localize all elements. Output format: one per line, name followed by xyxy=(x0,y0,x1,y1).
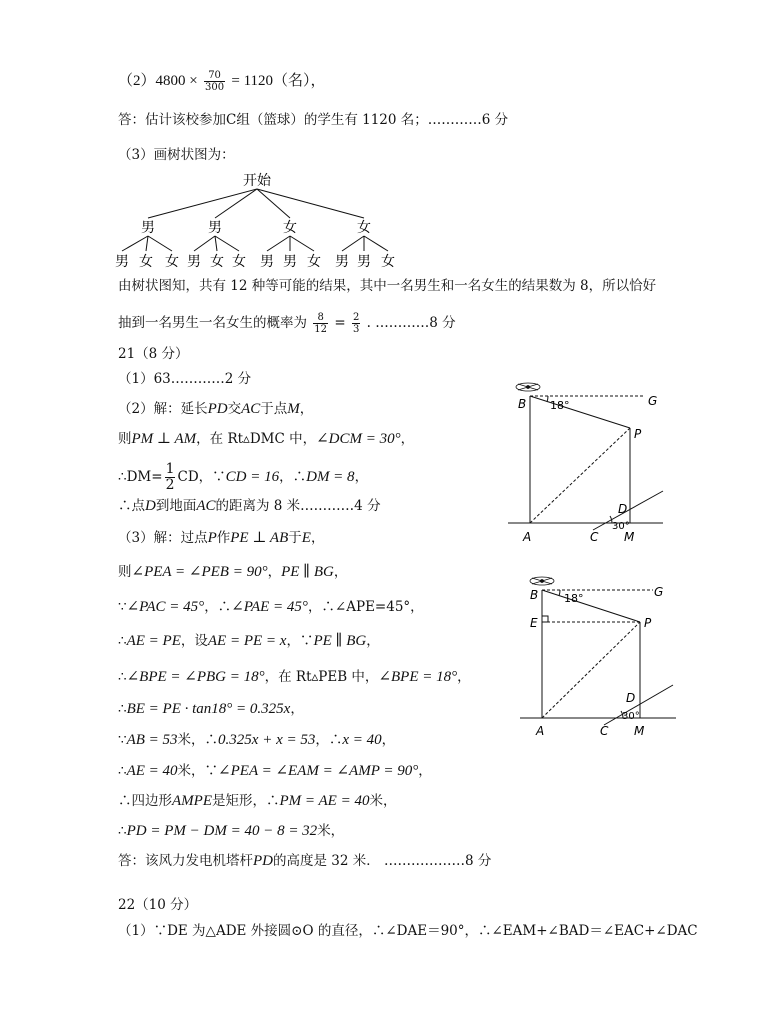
text: ∵ xyxy=(118,599,127,615)
figure-2-tower-diagram xyxy=(508,572,678,744)
q21-p2-line2 xyxy=(118,430,414,448)
text: 的高度是 32 米． ………………8 分 xyxy=(273,853,492,869)
text: ， xyxy=(366,633,380,649)
text: ∴ xyxy=(118,669,127,685)
text: 米， xyxy=(369,793,397,809)
q20-conclusion-text: 抽到一名男生一名女生的概率为 xyxy=(118,315,307,331)
label-c: C xyxy=(590,530,599,544)
q21-p3-line4 xyxy=(118,632,380,650)
math: PM = AE = 40 xyxy=(279,793,370,809)
tree-root: 开始 xyxy=(243,173,271,189)
math: PD = PM − DM = 40 − 8 = 32 xyxy=(126,823,318,839)
math: AC xyxy=(241,401,261,417)
q22-header: 22（10 分） xyxy=(118,897,198,913)
q21-part1: （1）63…………2 分 xyxy=(118,371,252,387)
q20-prob-frac2 xyxy=(352,312,360,335)
text: 交 xyxy=(227,401,242,417)
tree-l2-node: 男 xyxy=(357,254,371,270)
q20-conclusion-line2 xyxy=(118,312,456,335)
half-fraction xyxy=(165,462,176,493)
q21-p2-line3 xyxy=(118,462,368,493)
text: ，在 Rt▵PEB 中， xyxy=(264,669,379,685)
label-b: B xyxy=(518,397,527,411)
text: （2）解：延长 xyxy=(118,401,208,417)
line-bp xyxy=(530,396,630,428)
text: 米，∵ xyxy=(177,763,219,779)
label-a: A xyxy=(523,530,532,544)
tree-l2-node: 男 xyxy=(115,254,129,270)
figure-1-tower-diagram xyxy=(508,378,678,550)
tree-l2-node: 女 xyxy=(139,254,153,270)
angle-30-label: 30° xyxy=(622,711,640,722)
q21-header: 21（8 分） xyxy=(118,346,189,362)
math: DM = 8 xyxy=(306,469,355,485)
q20-frac-num: 70 xyxy=(204,70,225,82)
text: 米， xyxy=(317,823,345,839)
text: 答：该风力发电机塔杆 xyxy=(118,853,253,869)
text: ，∴ xyxy=(279,469,307,485)
tree-l2-node: 男 xyxy=(260,254,274,270)
label-g: G xyxy=(654,585,664,599)
math: PE ∥ BG xyxy=(313,633,367,649)
line-ap xyxy=(530,428,630,523)
text: CD，∵ xyxy=(177,469,226,485)
math: P xyxy=(207,530,217,546)
math: ∠PEA = ∠PEB = 90° xyxy=(131,564,268,580)
text: 则 xyxy=(118,431,132,447)
text: 于 xyxy=(288,530,302,546)
math: AC xyxy=(196,498,216,514)
math: AE = PE xyxy=(126,633,181,649)
q21-answer xyxy=(118,852,491,870)
label-b: B xyxy=(530,588,539,602)
wind-turbine-blades-icon xyxy=(516,383,540,391)
math: BE = PE · tan18° = 0.325x xyxy=(126,701,291,717)
text: 米，∴ xyxy=(177,732,219,748)
text: ， xyxy=(381,732,396,748)
q21-p3-line2 xyxy=(118,563,347,581)
q20-prob-eq: = xyxy=(334,315,346,331)
tree-l1-node: 男 xyxy=(141,220,155,236)
tree-l2-node: 女 xyxy=(165,254,179,270)
math: PE ⊥ AB xyxy=(230,530,289,546)
label-d: D xyxy=(626,691,636,705)
text: ∴ xyxy=(118,823,127,839)
label-p: P xyxy=(634,427,642,441)
math: PD xyxy=(207,401,228,417)
angle-30-label: 30° xyxy=(612,521,630,532)
probability-tree xyxy=(110,168,410,272)
angle-18-arc xyxy=(547,396,548,402)
math: ∠PEA = ∠EAM = ∠AMP = 90° xyxy=(218,763,419,779)
q21-p3-line7 xyxy=(118,731,395,749)
right-angle-mark xyxy=(542,616,548,622)
q20-conclusion-line1: 由树状图知，共有 12 种等可能的结果，其中一名男生和一名女生的结果数为 8，所以恰好 xyxy=(118,278,657,294)
text: 于点 xyxy=(260,401,288,417)
tree-l2-node: 女 xyxy=(232,254,246,270)
q20-fraction xyxy=(204,70,225,93)
text: 的距离为 8 米…………4 分 xyxy=(215,498,381,514)
half-num: 1 xyxy=(165,461,175,477)
label-d: D xyxy=(618,502,628,516)
text: ， xyxy=(290,701,304,717)
text: 则 xyxy=(118,564,132,580)
label-c: C xyxy=(600,724,609,738)
math: CD = 16 xyxy=(225,469,280,485)
q21-p3-line1 xyxy=(118,529,324,547)
q20-expr-left: （2）4800 × xyxy=(118,73,198,89)
q20-frac-den: 300 xyxy=(205,82,225,93)
tree-l2-node: 男 xyxy=(187,254,201,270)
q21-p3-line8 xyxy=(118,762,432,780)
q21-p3-line9 xyxy=(118,792,396,810)
q20-prob-frac1 xyxy=(313,312,328,335)
label-m: M xyxy=(634,724,645,738)
text: ∴DM= xyxy=(118,469,163,485)
text: ，∵ xyxy=(286,633,314,649)
tree-l1-node: 女 xyxy=(283,220,297,236)
text: ， xyxy=(354,469,369,485)
tree-l1-node: 男 xyxy=(208,220,222,236)
text: ，设 xyxy=(180,633,208,649)
math: x = 40 xyxy=(342,732,382,748)
q22-part1: （1）∵DE 为△ADE 外接圆⊙O 的直径，∴∠DAE＝90°，∴∠EAM+∠BAD＝∠EAC+∠DAC xyxy=(118,923,698,939)
q20-prob-frac2-den: 3 xyxy=(352,324,360,335)
math: M xyxy=(287,401,300,417)
tree-l2-node: 男 xyxy=(283,254,297,270)
label-m: M xyxy=(624,530,635,544)
math: E xyxy=(301,530,311,546)
text: ∴ xyxy=(118,701,127,717)
wind-turbine-blades-icon xyxy=(530,577,554,585)
math: PM ⊥ AM xyxy=(131,431,197,447)
text: ， xyxy=(457,669,471,685)
math: AE = 40 xyxy=(126,763,178,779)
label-g: G xyxy=(648,394,658,408)
math: ∠BPE = ∠PBG = 18° xyxy=(126,669,265,685)
text: （3）解：过点 xyxy=(118,530,208,546)
text: ∴四边形 xyxy=(118,793,172,809)
angle-18-arc xyxy=(559,590,560,596)
math: ∠PAE = 45° xyxy=(231,599,308,615)
math: 0.325x + x = 53 xyxy=(218,732,316,748)
q20-prob-frac1-den: 12 xyxy=(314,324,328,335)
text: 作 xyxy=(216,530,231,546)
math: AE = PE = x xyxy=(207,633,287,649)
q21-p3-line10 xyxy=(118,822,344,840)
tree-l2-node: 女 xyxy=(381,254,395,270)
q21-p3-line6 xyxy=(118,700,304,718)
math: PE ∥ BG xyxy=(281,564,334,580)
text: ∵ xyxy=(118,732,127,748)
q21-p3-line5 xyxy=(118,668,471,686)
text: ，∴ xyxy=(204,599,232,615)
text: ， xyxy=(418,763,432,779)
text: ，∴∠APE=45°， xyxy=(307,599,424,615)
math: ∠DCM = 30° xyxy=(316,431,401,447)
math: D xyxy=(145,498,156,514)
text: ，在 Rt▵DMC 中， xyxy=(196,431,317,447)
q20-part2-expression xyxy=(118,70,326,93)
text: ， xyxy=(267,564,282,580)
q21-p3-line3 xyxy=(118,598,424,616)
math: AMPE xyxy=(172,793,212,809)
math: AB = 53 xyxy=(126,732,178,748)
half-den: 2 xyxy=(165,477,175,493)
tree-l2-node: 男 xyxy=(335,254,349,270)
label-a: A xyxy=(536,724,545,738)
label-e: E xyxy=(530,616,538,630)
line-bp xyxy=(542,590,640,622)
q20-part3-label: （3）画树状图为： xyxy=(118,147,235,163)
math: ∠BPE = 18° xyxy=(378,669,458,685)
text: ，∴ xyxy=(315,732,343,748)
q21-p2-line1 xyxy=(118,400,313,418)
tree-l1-node: 女 xyxy=(357,220,371,236)
text: ， xyxy=(310,530,325,546)
label-p: P xyxy=(644,616,652,630)
text: ， xyxy=(333,564,348,580)
angle-18-label: 18° xyxy=(550,399,570,412)
text: 到地面 xyxy=(155,498,197,514)
q20-answer2: 答：估计该校参加C组（篮球）的学生有 1120 名；…………6 分 xyxy=(118,112,509,128)
q20-prob-frac2-num: 2 xyxy=(352,312,360,323)
tree-l2-node: 女 xyxy=(210,254,224,270)
q20-prob-frac1-num: 8 xyxy=(313,312,328,324)
text: ∴ xyxy=(118,763,127,779)
angle-18-label: 18° xyxy=(564,592,584,605)
text: ， xyxy=(400,431,415,447)
q20-conclusion-score: . …………8 分 xyxy=(366,315,456,331)
q20-expr-right: = 1120（名）， xyxy=(231,73,326,89)
text: ， xyxy=(299,401,314,417)
tree-l2-node: 女 xyxy=(307,254,321,270)
math: PD xyxy=(253,853,273,869)
text: ∴ xyxy=(118,633,127,649)
text: ∴点 xyxy=(118,498,145,514)
math: ∠PAC = 45° xyxy=(126,599,205,615)
text: 是矩形，∴ xyxy=(211,793,280,809)
q21-p2-line4 xyxy=(118,497,381,515)
